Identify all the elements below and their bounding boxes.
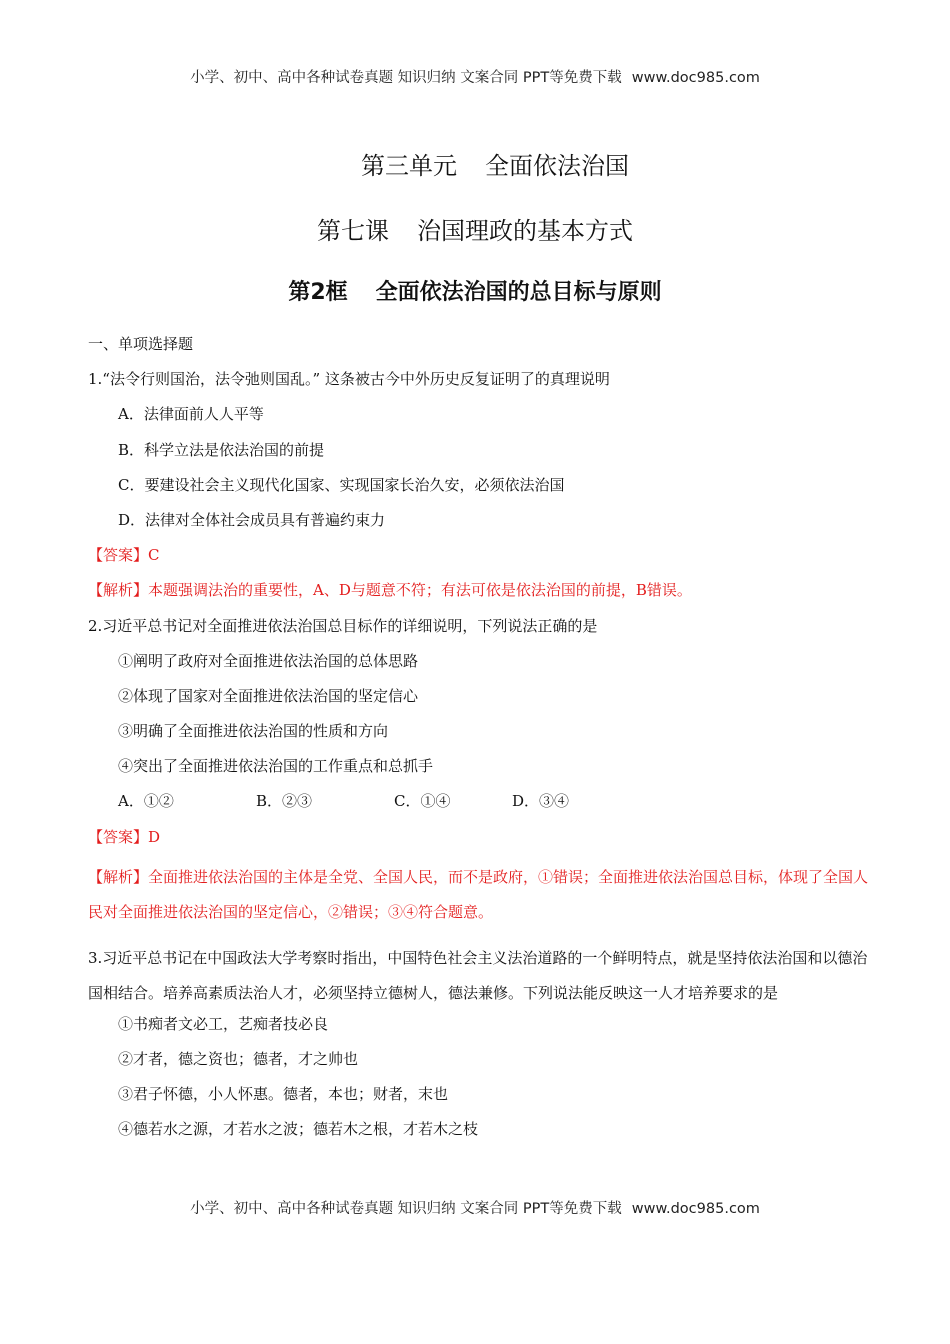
page-header [0, 66, 950, 87]
q2-item-4: ④突出了全面推进依法治国的工作重点和总抓手 [118, 757, 434, 776]
q1-option-c: C．要建设社会主义现代化国家、实现国家长治久安，必须依法治国 [118, 475, 565, 494]
lesson-title [0, 211, 950, 246]
q1-analysis: 【解析】本题强调法治的重要性，A、D与题意不符；有法可依是依法治国的前提，B错误。 [88, 581, 692, 600]
q1-option-b: B．科学立法是依法治国的前提 [118, 440, 325, 459]
section-heading: 一、单项选择题 [88, 335, 194, 353]
q3-item-2: ②才者，德之资也；德者，才之帅也 [118, 1049, 359, 1068]
unit-number: 第三单元 [361, 152, 457, 180]
q2-option-b: B．②③ [256, 792, 313, 811]
frame-number: 第2框 [288, 280, 348, 305]
q1-option-d: D．法律对全体社会成员具有普遍约束力 [118, 510, 386, 529]
q2-option-a: A．①② [118, 792, 174, 811]
unit-name: 全面依法治国 [485, 152, 629, 180]
q2-answer: 【答案】D [88, 827, 161, 846]
q3-item-1: ①书痴者文必工，艺痴者技必良 [118, 1014, 329, 1033]
q2-stem: 2.习近平总书记对全面推进依法治国总目标作的详细说明，下列说法正确的是 [88, 616, 598, 635]
unit-title [20, 146, 950, 181]
q2-item-1: ①阐明了政府对全面推进依法治国的总体思路 [118, 651, 419, 670]
header-site[interactable]: www.doc985.com [631, 70, 760, 86]
q2-options [88, 789, 868, 824]
q2-option-d: D．③④ [512, 792, 570, 811]
q2-item-2: ②体现了国家对全面推进依法治国的坚定信心 [118, 686, 419, 705]
document-body [88, 332, 868, 1152]
frame-name: 全面依法治国的总目标与原则 [375, 280, 662, 305]
q3-item-4: ④德若水之源，才若水之波；德若木之根，才若木之枝 [118, 1120, 479, 1139]
q1-answer: 【答案】C [88, 546, 160, 565]
lesson-name: 治国理政的基本方式 [417, 217, 633, 245]
lesson-number: 第七课 [317, 217, 389, 245]
q1-stem: 1.“法令行则国治，法令弛则国乱。” 这条被古今中外历史反复证明了的真理说明 [88, 370, 610, 389]
q2-item-3: ③明确了全面推进依法治国的性质和方向 [118, 722, 389, 741]
q2-option-c: C．①④ [394, 792, 451, 811]
q2-analysis: 【解析】全面推进依法治国的主体是全党、全国人民，而不是政府，①错误；全面推进依法治国总目标，体现了全国人民对全面推进依法治国的坚定信心，②错误；③④符合题意。 [88, 867, 869, 922]
page-footer [0, 1197, 950, 1218]
footer-text: 小学、初中、高中各种试卷真题 知识归纳 文案合同 PPT等免费下载 [190, 1201, 622, 1217]
footer-site[interactable]: www.doc985.com [631, 1201, 760, 1217]
frame-title [0, 275, 950, 306]
q3-item-3: ③君子怀德，小人怀惠。德者，本也；财者，末也 [118, 1085, 449, 1103]
header-text: 小学、初中、高中各种试卷真题 知识归纳 文案合同 PPT等免费下载 [190, 70, 622, 86]
q3-stem: 3.习近平总书记在中国政法大学考察时指出，中国特色社会主义法治道路的一个鲜明特点，就是坚持依法治国和以德治国相结合。培养高素质法治人才，必须坚持立德树人，德法兼修。下列说法能反映这一人才培养要求的是 [88, 949, 868, 1003]
q1-option-a: A．法律面前人人平等 [118, 405, 264, 424]
